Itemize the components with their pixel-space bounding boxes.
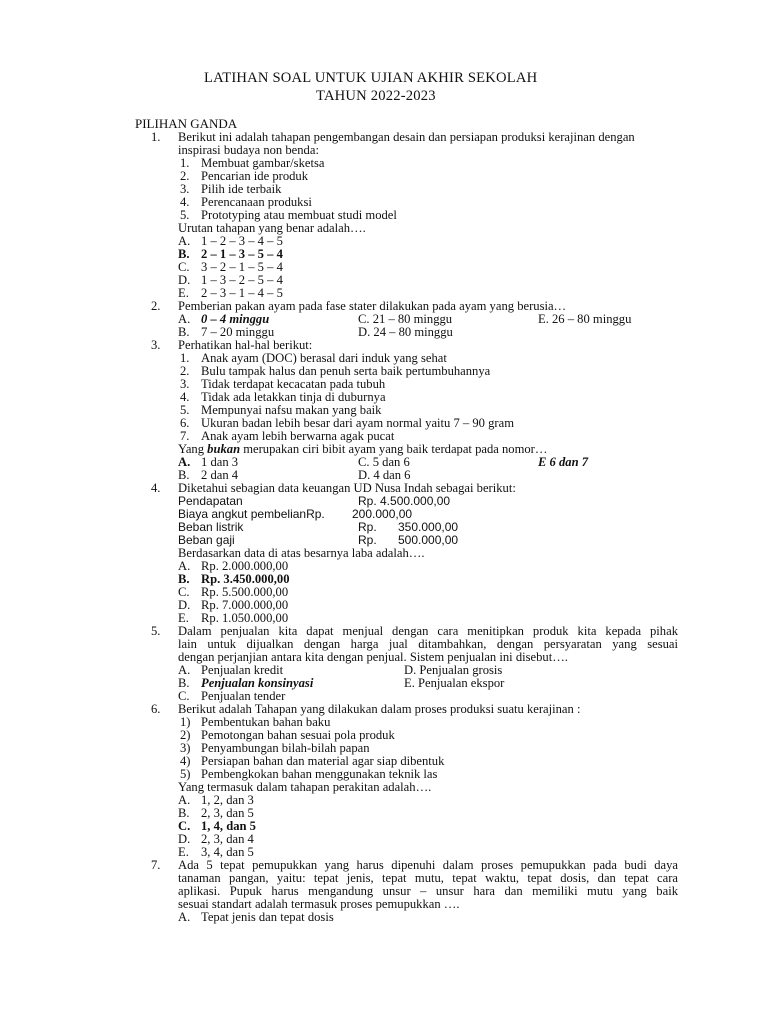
option-text: Penjualan kredit [201,663,284,677]
option-label: C. [178,585,190,599]
question-text: dengan perjanjian antara kita dengan penjual. Sistem penjualan ini disebut…. [178,650,568,664]
list-item: Tidak terdapat kecacatan pada tubuh [201,377,386,391]
list-item-number: 3) [180,741,191,755]
list-item: Anak ayam (DOC) berasal dari induk yang sehat [201,351,447,365]
option-text: C. 5 dan 6 [358,455,410,469]
question-text: Perhatikan hal-hal berikut: [178,338,313,352]
list-item: Ukuran badan lebih besar dari ayam normal yaitu 7 – 90 gram [201,416,514,430]
question-text: Pemberian pakan ayam pada fase stater dilakukan pada ayam yang berusia… [178,299,567,313]
option-label: B. [178,325,190,339]
page-title: LATIHAN SOAL UNTUK UJIAN AKHIR SEKOLAH [204,70,538,86]
finance-value: 500.000,00 [398,533,459,547]
option-label: C. [178,689,190,703]
list-item: Penyambungan bilah-bilah papan [201,741,370,755]
finance-currency: Rp. [358,533,377,547]
question-text: sesuai standart adalah termasuk proses pemupukkan …. [178,897,460,911]
option-text: 7 – 20 minggu [201,325,275,339]
question-text: Diketahui sebagian data keuangan UD Nusa Indah sebagai berikut: [178,481,516,495]
option-label: C. [178,260,190,274]
option-label: A. [178,559,191,573]
option-text: 1 – 2 – 3 – 4 – 5 [201,234,283,248]
list-item: Pemotongan bahan sesuai pola produk [201,728,395,742]
list-item: Anak ayam lebih berwarna agak pucat [201,429,395,443]
list-item-number: 5) [180,767,191,781]
option-label: A. [178,455,191,469]
option-label-correct: B. [178,247,190,261]
option-text: 2, 3, dan 4 [201,832,254,846]
list-item-number: 1) [180,715,191,729]
list-item-number: 2. [180,364,190,378]
option-text-correct: E 6 dan 7 [538,455,589,469]
option-text: D. 24 – 80 minggu [358,325,453,339]
option-label: A. [178,910,191,924]
question-prompt: Berdasarkan data di atas besarnya laba adalah…. [178,546,425,560]
option-text: 2 dan 4 [201,468,239,482]
option-text: 1 – 3 – 2 – 5 – 4 [201,273,283,287]
list-item: Pembengkokan bahan menggunakan teknik las [201,767,438,781]
question-text: lain untuk dijualkan dengan harga jual ditambahkan, dengan persyaratan yang sesuai [178,637,678,651]
option-text: Tepat jenis dan tepat dosis [201,910,334,924]
finance-label: Pendapatan [178,494,243,508]
option-label: A. [178,793,191,807]
question-text: inspirasi budaya non benda: [178,143,319,157]
list-item: Bulu tampak halus dan penuh serta baik pertumbuhannya [201,364,491,378]
list-item: Pencarian ide produk [201,169,309,183]
question-text: Berikut ini adalah tahapan pengembangan desain dan persiapan produksi kerajinan dengan [178,130,635,144]
finance-label: Biaya angkut pembelianRp. [178,507,325,521]
list-item: Mempunyai nafsu makan yang baik [201,403,382,417]
question-prompt: Yang termasuk dalam tahapan perakitan adalah…. [178,780,432,794]
option-text: Penjualan tender [201,689,286,703]
option-text: D. 4 dan 6 [358,468,411,482]
option-label-correct: C. [178,819,191,833]
option-label: E. [178,286,189,300]
list-item: Pilih ide terbaik [201,182,282,196]
list-item-number: 3. [180,377,190,391]
list-item-number: 1. [180,156,190,170]
list-item: Membuat gambar/sketsa [201,156,325,170]
option-label: D. [178,598,191,612]
list-item-number: 1. [180,351,190,365]
option-label: A. [178,312,191,326]
option-text: 2 – 3 – 1 – 4 – 5 [201,286,283,300]
option-label: D. [178,273,191,287]
list-item-number: 4. [180,195,190,209]
list-item: Pembentukan bahan baku [201,715,331,729]
option-label-correct: B. [178,572,190,586]
option-label: A. [178,663,191,677]
option-text: 3 – 2 – 1 – 5 – 4 [201,260,283,274]
option-text: 2, 3, dan 5 [201,806,254,820]
option-text-correct: 0 – 4 minggu [201,312,270,326]
list-item-number: 6. [180,416,190,430]
page-subtitle: TAHUN 2022-2023 [316,88,436,104]
question-text: Ada 5 tepat pemupukkan yang harus dipenuhi dalam proses pemupukkan pada budi daya [178,858,678,872]
option-text-correct: 1, 4, dan 5 [201,819,256,833]
list-item-number: 3. [180,182,190,196]
option-text: 3, 4, dan 5 [201,845,254,859]
option-text: E. 26 – 80 minggu [538,312,632,326]
list-item-number: 4) [180,754,191,768]
option-label: E. [178,611,189,625]
question-prompt: Urutan tahapan yang benar adalah…. [178,221,366,235]
option-label: B. [178,468,190,482]
option-text: D. Penjualan grosis [404,663,503,677]
option-label: E. [178,845,189,859]
option-label: D. [178,832,191,846]
question-number: 1. [151,130,161,144]
option-text-correct: Rp. 3.450.000,00 [201,572,290,586]
prompt-start: Yang [178,442,208,456]
finance-value: 350.000,00 [398,520,459,534]
option-label: A. [178,234,191,248]
finance-label: Beban listrik [178,520,244,534]
finance-label: Beban gaji [178,533,235,547]
option-text: Rp. 2.000.000,00 [201,559,289,573]
list-item: Persiapan bahan dan material agar siap dibentuk [201,754,445,768]
list-item-number: 5. [180,403,190,417]
option-label: B. [178,676,190,690]
option-text-correct: Penjualan konsinyasi [201,676,314,690]
question-text: Dalam penjualan kita dapat menjual dengan cara menitipkan produk kita kepada pihak [178,624,678,638]
section-heading: PILIHAN GANDA [135,116,238,131]
list-item: Tidak ada letakkan tinja di duburnya [201,390,386,404]
question-number: 7. [151,858,161,872]
option-text-correct: 2 – 1 – 3 – 5 – 4 [201,247,283,261]
option-text: Rp. 1.050.000,00 [201,611,289,625]
list-item-number: 4. [180,390,190,404]
option-text: Rp. 7.000.000,00 [201,598,289,612]
option-text: 1 dan 3 [201,455,239,469]
option-text: E. Penjualan ekspor [404,676,505,690]
finance-currency: Rp. [358,520,377,534]
question-number: 2. [151,299,161,313]
list-item-number: 2) [180,728,191,742]
list-item-number: 2. [180,169,190,183]
option-label: B. [178,806,190,820]
question-number: 4. [151,481,161,495]
question-text: tanaman pangan, yaitu: tepat jenis, tepat mutu, tepat waktu, tepat dosis, dan tepat cara [178,871,678,885]
list-item: Prototyping atau membuat studi model [201,208,397,222]
finance-value: Rp. 4.500.000,00 [358,494,451,508]
list-item: Perencanaan produksi [201,195,312,209]
option-text: Rp. 5.500.000,00 [201,585,289,599]
question-number: 5. [151,624,161,638]
option-text: 1, 2, dan 3 [201,793,254,807]
prompt-end: merupakan ciri bibit ayam yang baik terdapat pada nomor… [240,442,548,456]
list-item-number: 7. [180,429,190,443]
list-item-number: 5. [180,208,190,222]
question-text: Berikut adalah Tahapan yang dilakukan dalam proses produksi suatu kerajinan : [178,702,581,716]
question-text: aplikasi. Pupuk harus mengandung unsur – unsur hara dan memiliki mutu yang baik [178,884,678,898]
question-number: 3. [151,338,161,352]
question-number: 6. [151,702,161,716]
option-text: C. 21 – 80 minggu [358,312,453,326]
prompt-emphasis: bukan [207,442,241,456]
finance-value: 200.000,00 [352,507,413,521]
